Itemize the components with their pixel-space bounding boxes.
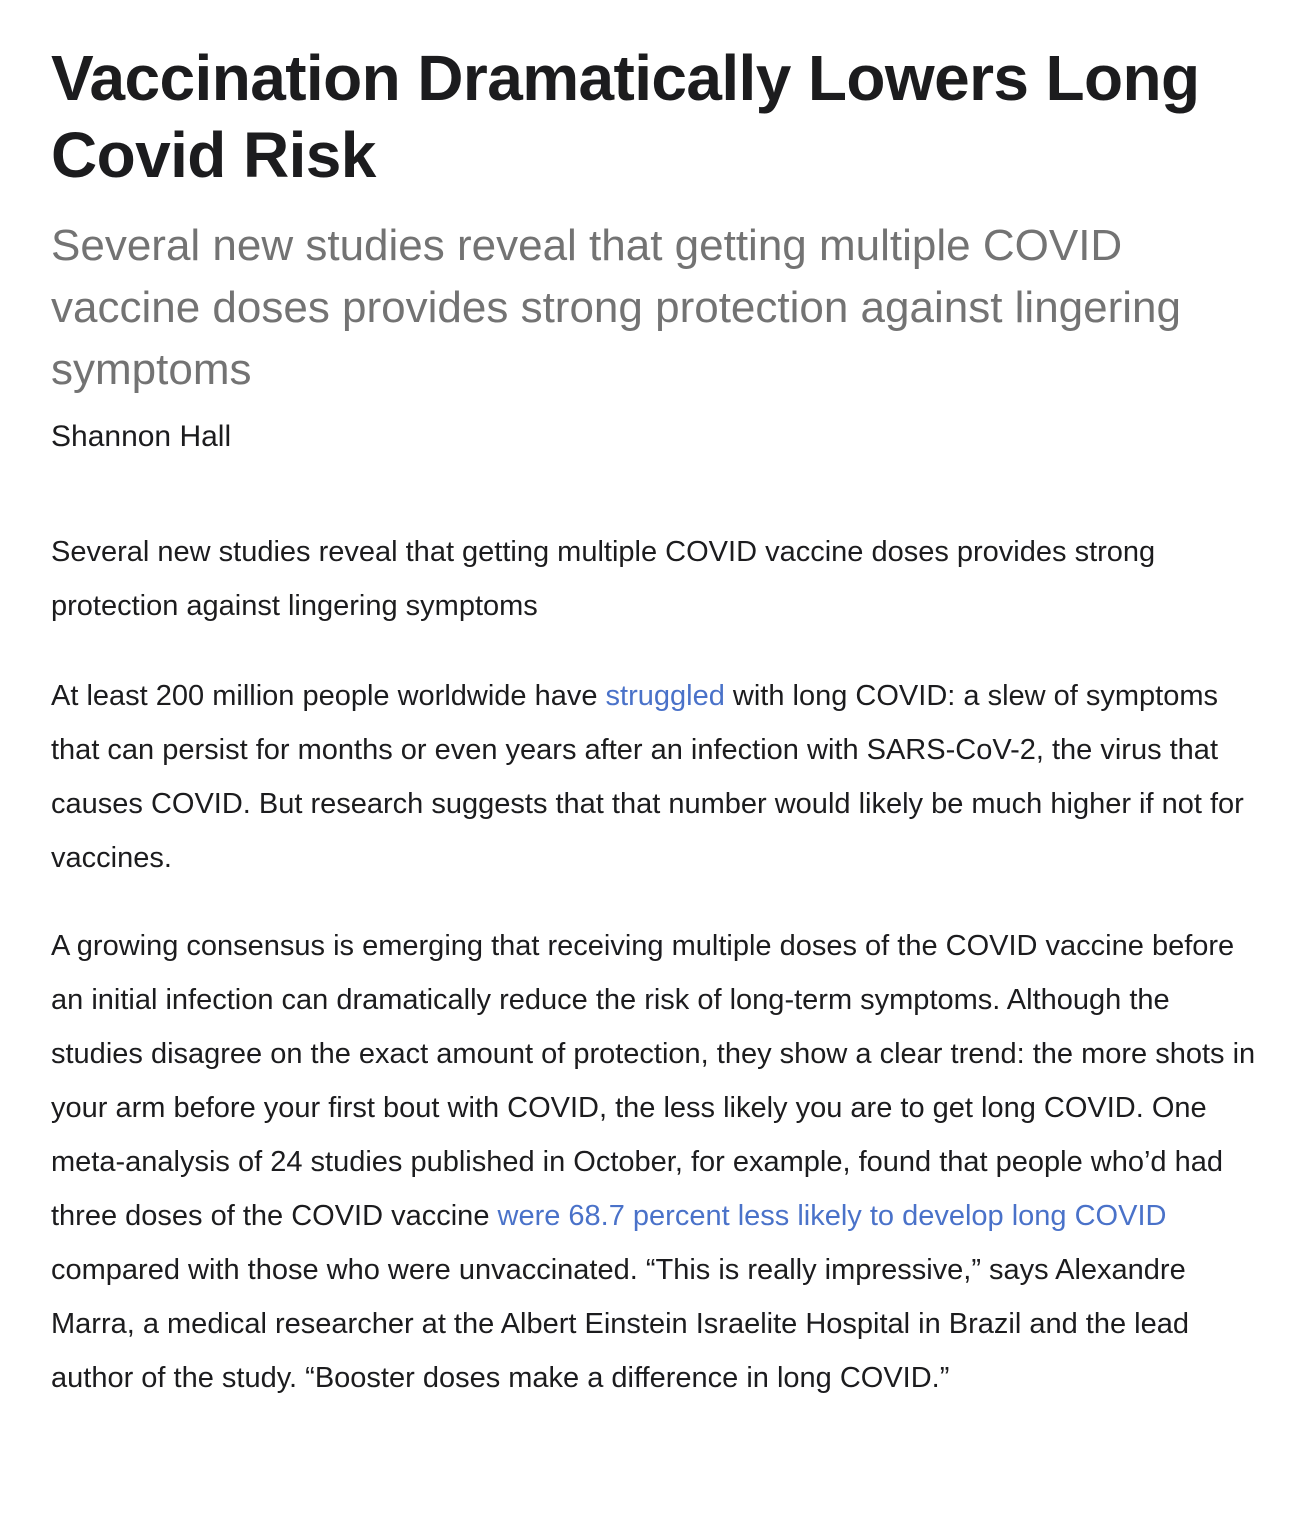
paragraph-long-covid-count [51, 669, 1266, 885]
headline: Vaccination Dramatically Lowers Long Covid Risk [51, 42, 1200, 191]
subheadline: Several new studies reveal that getting multiple COVID vaccine doses provides strong protection against lingering symptoms [51, 221, 1181, 394]
paragraph-text: At least 200 million people worldwide have [51, 680, 606, 712]
struggled-link[interactable]: struggled [605, 680, 725, 712]
author-byline: Shannon Hall [51, 420, 232, 453]
study-result-link[interactable]: were 68.7 percent less likely to develop long COVID [497, 1200, 1167, 1232]
paragraph-text: with long COVID: a slew of symptoms that can persist for months or even years after an infection with SARS-CoV-2, the virus that causes COVID. But research suggests that that number would likely be much higher if not for vaccines. [51, 680, 1244, 874]
paragraph-text: A growing consensus is emerging that receiving multiple doses of the COVID vaccine before an initial infection can dramatically reduce the risk of long-term symptoms. Although the studies disagree on the exact amount of protection, they show a clear trend: the more shots in your arm before your first bout with COVID, the less likely you are to get long COVID. One meta-analysis of 24 studies published in October, for example, found that people who’d had three doses of the COVID vaccine [51, 930, 1256, 1232]
article-body [51, 525, 1266, 1405]
paragraph-text: compared with those who were unvaccinated. “This is really impressive,” says Alexandre Marra, a medical researcher at the Albert Einstein Israelite Hospital in Brazil and the lead author of the study. “Booster doses make a difference in long COVID.” [51, 1254, 1190, 1394]
paragraph-intro: Several new studies reveal that getting multiple COVID vaccine doses provides strong protection against lingering symptoms [51, 536, 1156, 622]
article [51, 38, 1266, 1439]
paragraph-consensus [51, 919, 1266, 1405]
